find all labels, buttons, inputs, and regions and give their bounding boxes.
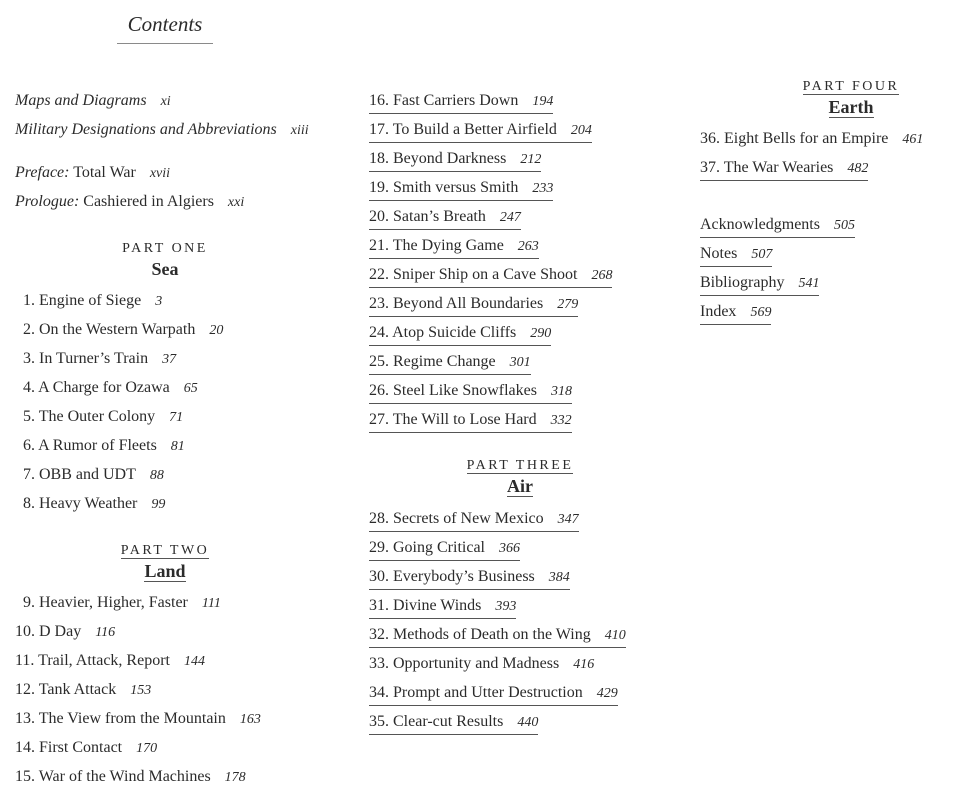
back-acknowledgments[interactable]: Acknowledgments 505 <box>700 215 855 238</box>
chapter-2[interactable]: 2. On the Western Warpath 20 <box>23 321 224 338</box>
part-two-name: PART TWO <box>120 543 210 558</box>
chapter-22[interactable]: 22. Sniper Ship on a Cave Shoot 268 <box>369 265 612 288</box>
part-three-sub: Air <box>507 476 533 496</box>
part-four-sub: Earth <box>828 97 874 117</box>
chapter-31[interactable]: 31. Divine Winds 393 <box>369 596 516 619</box>
chapter-10[interactable]: 10. D Day 116 <box>15 623 116 640</box>
chapter-35[interactable]: 35. Clear-cut Results 440 <box>369 712 538 735</box>
chapter-8[interactable]: 8. Heavy Weather 99 <box>23 495 166 512</box>
chapter-12[interactable]: 12. Tank Attack 153 <box>15 681 152 698</box>
chapter-18[interactable]: 18. Beyond Darkness 212 <box>369 149 541 172</box>
chapter-14[interactable]: 14. First Contact 170 <box>15 739 158 756</box>
chapter-36[interactable]: 36. Eight Bells for an Empire 461 <box>700 130 924 147</box>
chapter-21[interactable]: 21. The Dying Game 263 <box>369 236 539 259</box>
chapter-7[interactable]: 7. OBB and UDT 88 <box>23 466 164 483</box>
chapter-5[interactable]: 5. The Outer Colony 71 <box>23 408 184 425</box>
chapter-1[interactable]: 1. Engine of Siege 3 <box>23 292 163 309</box>
chapter-3[interactable]: 3. In Turner’s Train 37 <box>23 350 177 367</box>
part-one-heading: PART ONE Sea <box>122 241 208 279</box>
front-item-preface[interactable]: Preface: Total War xvii <box>15 164 171 181</box>
part-four-name: PART FOUR <box>802 79 900 94</box>
chapter-13[interactable]: 13. The View from the Mountain 163 <box>15 710 261 727</box>
chapter-28[interactable]: 28. Secrets of New Mexico 347 <box>369 509 579 532</box>
part-four-heading[interactable] <box>790 78 912 118</box>
chapter-26[interactable]: 26. Steel Like Snowflakes 318 <box>369 381 572 404</box>
front-item-designations[interactable]: Military Designations and Abbreviations xiii <box>15 121 309 138</box>
chapter-34[interactable]: 34. Prompt and Utter Destruction 429 <box>369 683 618 706</box>
chapter-19[interactable]: 19. Smith versus Smith 233 <box>369 178 553 201</box>
part-two-heading[interactable] <box>110 542 220 582</box>
chapter-32[interactable]: 32. Methods of Death on the Wing 410 <box>369 625 626 648</box>
chapter-20[interactable]: 20. Satan’s Breath 247 <box>369 207 521 230</box>
chapter-9[interactable]: 9. Heavier, Higher, Faster 111 <box>23 594 221 611</box>
chapter-4[interactable]: 4. A Charge for Ozawa 65 <box>23 379 198 396</box>
part-three-name: PART THREE <box>466 458 574 473</box>
chapter-33[interactable]: 33. Opportunity and Madness 416 <box>369 655 595 672</box>
front-item-prologue[interactable]: Prologue: Cashiered in Algiers xxi <box>15 193 245 210</box>
chapter-29[interactable]: 29. Going Critical 366 <box>369 538 520 561</box>
chapter-27[interactable]: 27. The Will to Lose Hard 332 <box>369 410 572 433</box>
chapter-24[interactable]: 24. Atop Suicide Cliffs 290 <box>369 323 551 346</box>
chapter-17[interactable]: 17. To Build a Better Airfield 204 <box>369 120 592 143</box>
chapter-23[interactable]: 23. Beyond All Boundaries 279 <box>369 294 578 317</box>
chapter-16[interactable]: 16. Fast Carriers Down 194 <box>369 91 553 114</box>
back-notes[interactable]: Notes 507 <box>700 244 772 267</box>
back-bibliography[interactable]: Bibliography 541 <box>700 273 819 296</box>
contents-title: Contents <box>117 12 213 44</box>
back-index[interactable]: Index 569 <box>700 302 771 325</box>
front-item-maps[interactable]: Maps and Diagrams xi <box>15 92 171 109</box>
chapter-30[interactable]: 30. Everybody’s Business 384 <box>369 567 570 590</box>
chapter-25[interactable]: 25. Regime Change 301 <box>369 352 531 375</box>
part-three-heading[interactable] <box>455 457 585 497</box>
chapter-15[interactable]: 15. War of the Wind Machines 178 <box>15 768 246 785</box>
part-two-sub: Land <box>144 561 186 581</box>
chapter-11[interactable]: 11. Trail, Attack, Report 144 <box>15 652 205 669</box>
chapter-6[interactable]: 6. A Rumor of Fleets 81 <box>23 437 185 454</box>
chapter-37[interactable]: 37. The War Wearies 482 <box>700 158 868 181</box>
